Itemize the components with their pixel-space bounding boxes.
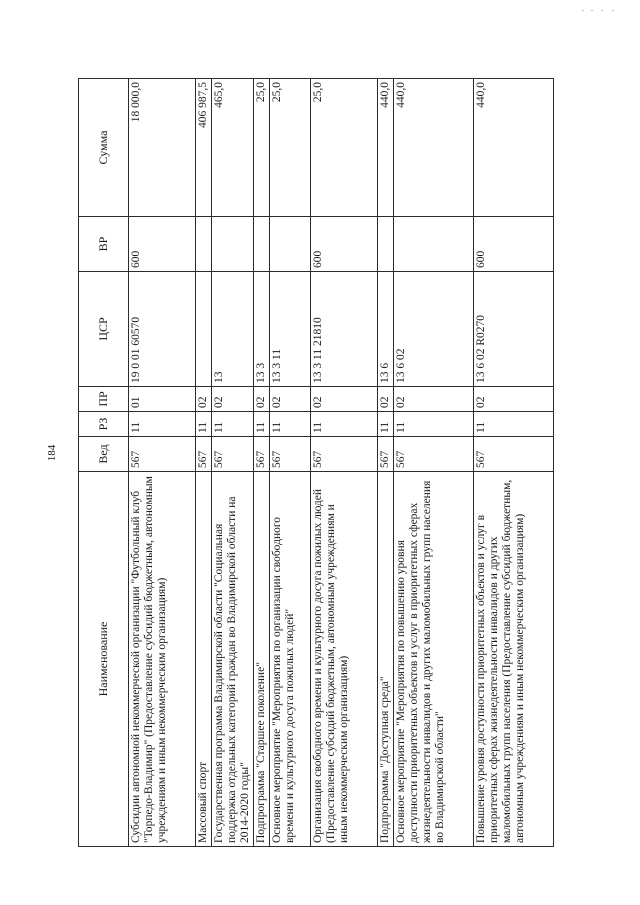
cell-ved: 567 bbox=[378, 437, 394, 472]
cell-vr bbox=[394, 217, 474, 272]
cell-csr: 13 3 bbox=[254, 272, 270, 387]
cell-csr: 13 3 11 21810 bbox=[311, 272, 378, 387]
cell-pr: 02 bbox=[311, 387, 378, 412]
cell-pr: 02 bbox=[212, 387, 254, 412]
cell-sum: 440,0 bbox=[394, 79, 474, 217]
header-sum: Сумма bbox=[79, 79, 129, 217]
cell-sum: 25,0 bbox=[254, 79, 270, 217]
table-row bbox=[270, 79, 311, 847]
cell-name: Массовый спорт bbox=[196, 472, 212, 847]
table-row bbox=[196, 79, 212, 847]
header-csr: ЦСР bbox=[79, 272, 129, 387]
cell-rz: 11 bbox=[196, 412, 212, 437]
budget-table bbox=[78, 78, 554, 847]
cell-vr bbox=[212, 217, 254, 272]
cell-vr bbox=[254, 217, 270, 272]
table-landscape bbox=[78, 79, 524, 847]
cell-ved: 567 bbox=[270, 437, 311, 472]
table-row bbox=[129, 79, 196, 847]
cell-csr: 19 0 01 60570 bbox=[129, 272, 196, 387]
cell-csr: 13 6 02 R0270 bbox=[474, 272, 554, 387]
cell-name: Подпрограмма "Доступная среда" bbox=[378, 472, 394, 847]
table-row bbox=[378, 79, 394, 847]
cell-ved: 567 bbox=[212, 437, 254, 472]
table-row bbox=[254, 79, 270, 847]
cell-name: Субсидии автономной некоммерческой организации "Футбольный клуб "Торпедо-Владимир" (Предоставление субсидий бюджетным, автономным учреждениям и иным некоммерческим организациям) bbox=[129, 472, 196, 847]
table-row bbox=[311, 79, 378, 847]
rotated-table-frame bbox=[78, 79, 524, 847]
cell-csr bbox=[196, 272, 212, 387]
header-vr: ВР bbox=[79, 217, 129, 272]
cell-csr: 13 bbox=[212, 272, 254, 387]
cell-vr: 600 bbox=[474, 217, 554, 272]
cell-pr: 02 bbox=[196, 387, 212, 412]
cell-pr: 02 bbox=[394, 387, 474, 412]
table-row bbox=[474, 79, 554, 847]
cell-rz: 11 bbox=[129, 412, 196, 437]
scan-specks bbox=[582, 10, 622, 16]
cell-csr: 13 3 11 bbox=[270, 272, 311, 387]
cell-sum: 465,0 bbox=[212, 79, 254, 217]
cell-rz: 11 bbox=[311, 412, 378, 437]
cell-sum: 406 987,5 bbox=[196, 79, 212, 217]
cell-pr: 02 bbox=[378, 387, 394, 412]
cell-rz: 11 bbox=[474, 412, 554, 437]
cell-sum: 18 000,0 bbox=[129, 79, 196, 217]
cell-rz: 11 bbox=[212, 412, 254, 437]
table-header-row bbox=[79, 79, 129, 847]
table-row bbox=[394, 79, 474, 847]
cell-pr: 02 bbox=[254, 387, 270, 412]
cell-ved: 567 bbox=[474, 437, 554, 472]
cell-vr bbox=[270, 217, 311, 272]
cell-vr: 600 bbox=[311, 217, 378, 272]
header-rz: РЗ bbox=[79, 412, 129, 437]
cell-ved: 567 bbox=[196, 437, 212, 472]
cell-ved: 567 bbox=[394, 437, 474, 472]
cell-name: Основное мероприятие "Мероприятия по организации свободного времени и культурного досуга пожилых людей" bbox=[270, 472, 311, 847]
cell-name: Организация свободного времени и культурного досуга пожилых людей (Предоставление субсидий бюджетным, автономным учреждениям и иным некоммерческим организациям) bbox=[311, 472, 378, 847]
table-row bbox=[212, 79, 254, 847]
cell-rz: 11 bbox=[254, 412, 270, 437]
cell-vr: 600 bbox=[129, 217, 196, 272]
cell-ved: 567 bbox=[254, 437, 270, 472]
cell-sum: 440,0 bbox=[378, 79, 394, 217]
header-name: Наименование bbox=[79, 472, 129, 847]
cell-name: Основное мероприятие "Мероприятия по повышению уровня доступности приоритетных объектов и услуг в приоритетных сферах жизнедеятельности инвалидов и других маломобильных групп населения во Владимирской области" bbox=[394, 472, 474, 847]
cell-name: Повышение уровня доступности приоритетных объектов и услуг в приоритетных сферах жизнедеятельности инвалидов и других маломобильных групп населения (Предоставление субсидий бюджетным, автономным учреждениям и иным некоммерческим организациям) bbox=[474, 472, 554, 847]
cell-pr: 01 bbox=[129, 387, 196, 412]
cell-sum: 25,0 bbox=[311, 79, 378, 217]
cell-ved: 567 bbox=[129, 437, 196, 472]
cell-csr: 13 6 bbox=[378, 272, 394, 387]
cell-rz: 11 bbox=[394, 412, 474, 437]
cell-ved: 567 bbox=[311, 437, 378, 472]
cell-sum: 25,0 bbox=[270, 79, 311, 217]
cell-rz: 11 bbox=[378, 412, 394, 437]
cell-sum: 440,0 bbox=[474, 79, 554, 217]
cell-vr bbox=[378, 217, 394, 272]
header-pr: ПР bbox=[79, 387, 129, 412]
cell-vr bbox=[196, 217, 212, 272]
cell-pr: 02 bbox=[474, 387, 554, 412]
cell-name: Подпрограмма "Старшее поколение" bbox=[254, 472, 270, 847]
cell-pr: 02 bbox=[270, 387, 311, 412]
header-ved: Вед bbox=[79, 437, 129, 472]
cell-name: Государственная программа Владимирской области "Социальная поддержка отдельных категорий граждан во Владимирской области на 2014-2020 годы" bbox=[212, 472, 254, 847]
page-number: 184 bbox=[46, 444, 58, 462]
cell-rz: 11 bbox=[270, 412, 311, 437]
cell-csr: 13 6 02 bbox=[394, 272, 474, 387]
